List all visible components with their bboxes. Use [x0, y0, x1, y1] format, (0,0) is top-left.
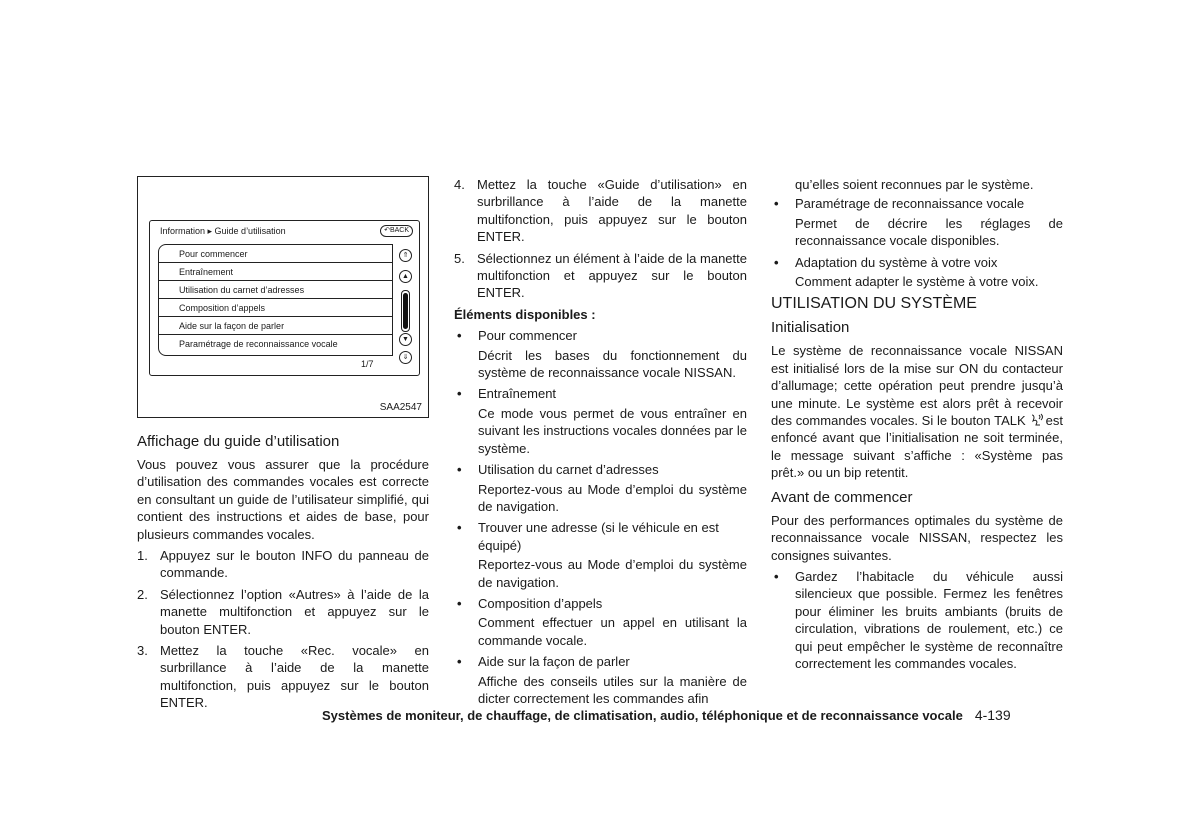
list-item: • Composition d’appels	[457, 595, 603, 611]
scroll-down-icon[interactable]: ▼	[399, 333, 412, 346]
menu-item[interactable]: Pour commencer	[159, 245, 392, 263]
menu-item[interactable]: Composition d’appels	[159, 299, 392, 317]
back-button[interactable]	[380, 225, 413, 237]
list-item: • Aide sur la façon de parler	[457, 654, 630, 670]
scroll-thumb[interactable]	[403, 293, 408, 329]
scroll-up-icon[interactable]: ▲	[399, 270, 412, 283]
screen-header: Information ▸ Guide d’utilisation	[160, 226, 286, 236]
section-title: Affichage du guide d’utilisation	[137, 433, 340, 450]
figure-voice-guide	[137, 176, 429, 418]
page-footer	[322, 707, 1011, 723]
subheading: Éléments disponibles :	[454, 306, 596, 322]
right-column	[771, 176, 1063, 674]
item-description: Décrit les bases du fonctionnement du système de reconnaissance vocale NISSAN.	[478, 347, 747, 381]
list-item: • Utilisation du carnet d’adresses	[457, 462, 659, 478]
steps-list	[137, 547, 429, 712]
page-up-icon[interactable]: ⇑	[399, 249, 412, 262]
subsection-title: Avant de commencer	[771, 488, 913, 506]
available-items	[454, 327, 747, 707]
intro-paragraph: Vous pouvez vous assurer que la procédure d’utilisation des commandes vocales est correcte en consultant un guide de l’utilisateur simplifié, qui contient des instructions et aides de base, pour plusieurs commandes vocales.	[137, 457, 429, 542]
back-label: BACK	[389, 227, 409, 234]
section-title: UTILISATION DU SYSTÈME	[771, 295, 977, 313]
page-number: 4-139	[974, 707, 1011, 723]
subsection-title: Initialisation	[771, 319, 850, 337]
list-item: 4. Mettez la touche «Guide d’utilisation» en surbrillance à l’aide de la manette multifonction, puis appuyez sur le bouton ENTER.	[454, 177, 747, 245]
list-item: 1. Appuyez sur le bouton INFO du panneau de commande.	[137, 548, 429, 581]
list-item: • Adaptation du système à votre voix	[774, 254, 998, 270]
menu-item[interactable]: Utilisation du carnet d’adresses	[159, 281, 392, 299]
talk-icon	[1028, 413, 1044, 427]
before-paragraph: Pour des performances optimales du système de reconnaissance vocale NISSAN, respectez les consignes suivantes.	[771, 512, 1063, 563]
menu-item[interactable]: Entraînement	[159, 263, 392, 281]
footer-chapter-title: Systèmes de moniteur, de chauffage, de climatisation, audio, téléphonique et de reconnaissance vocale	[322, 708, 963, 723]
item-description: Reportez-vous au Mode d’emploi du système de navigation.	[478, 481, 747, 514]
item-description: Ce mode vous permet de vous entraîner en suivant les instructions vocales données par le système.	[478, 405, 747, 456]
middle-column	[454, 176, 747, 711]
left-column	[137, 432, 429, 716]
list-item: 3. Mettez la touche «Rec. vocale» en surbrillance à l’aide de la manette multifonction, puis appuyez sur le bouton ENTER.	[137, 643, 429, 711]
list-item: • Entraînement	[457, 386, 557, 402]
list-item: • Pour commencer	[457, 328, 577, 344]
menu-item[interactable]: Aide sur la façon de parler	[159, 317, 392, 335]
init-paragraph: Le système de reconnaissance vocale NISSAN est initialisé lors de la mise sur ON du contacteur d’allumage; cette opération peut prendre jusqu’à une minute. Le système est alors prêt à recevoir des commandes vocales. Si le bouton TALK est enfoncé avant que l’initialisation ne soit terminée, le message suivant s’affiche : «Système pas prêt.» ou un bip retentit.	[771, 343, 1063, 481]
list-item: • Gardez l’habitacle du véhicule aussi silencieux que possible. Fermez les fenêtres pour éliminer les bruits ambiants (bruits de circulation, vibrations de roulement, etc.) ce qui peut empêcher le système de reconnaître correctement les commandes vocales.	[774, 568, 1063, 671]
page-indicator: 1/7	[361, 359, 374, 369]
list-item: 2. Sélectionnez l’option «Autres» à l’aide de la manette multifonction et appuyez sur le bouton ENTER.	[137, 586, 429, 637]
list-item: • Trouver une adresse (si le véhicule en est équipé)	[457, 520, 719, 553]
scrollbar[interactable]	[401, 290, 410, 332]
menu-list	[158, 244, 393, 356]
tips-list	[771, 568, 1063, 672]
list-item: • Paramétrage de reconnaissance vocale	[774, 196, 1025, 212]
item-description: Comment adapter le système à votre voix.	[795, 274, 1039, 290]
figure-code: SAA2547	[379, 402, 422, 413]
page-down-icon[interactable]: ⇓	[399, 351, 412, 364]
item-description: Reportez-vous au Mode d’emploi du système de navigation.	[478, 557, 747, 590]
back-arrow-icon: ↶	[384, 227, 390, 234]
menu-item[interactable]: Paramétrage de reconnaissance vocale	[179, 339, 338, 349]
list-item: 5. Sélectionnez un élément à l’aide de la manette multifonction et appuyez sur le bouton ENTER.	[454, 250, 747, 301]
available-items-continued	[771, 195, 1063, 290]
steps-list-continued	[454, 176, 747, 302]
screen-display	[149, 220, 420, 376]
item-description: Permet de décrire les réglages de reconnaissance vocale disponibles.	[795, 215, 1063, 249]
item-description: Comment effectuer un appel en utilisant la commande vocale.	[478, 615, 747, 648]
continuation-text: qu’elles soient reconnues par le système.	[795, 177, 1034, 192]
item-description: Affiche des conseils utiles sur la manière de dicter correctement les commandes afin	[478, 673, 747, 706]
